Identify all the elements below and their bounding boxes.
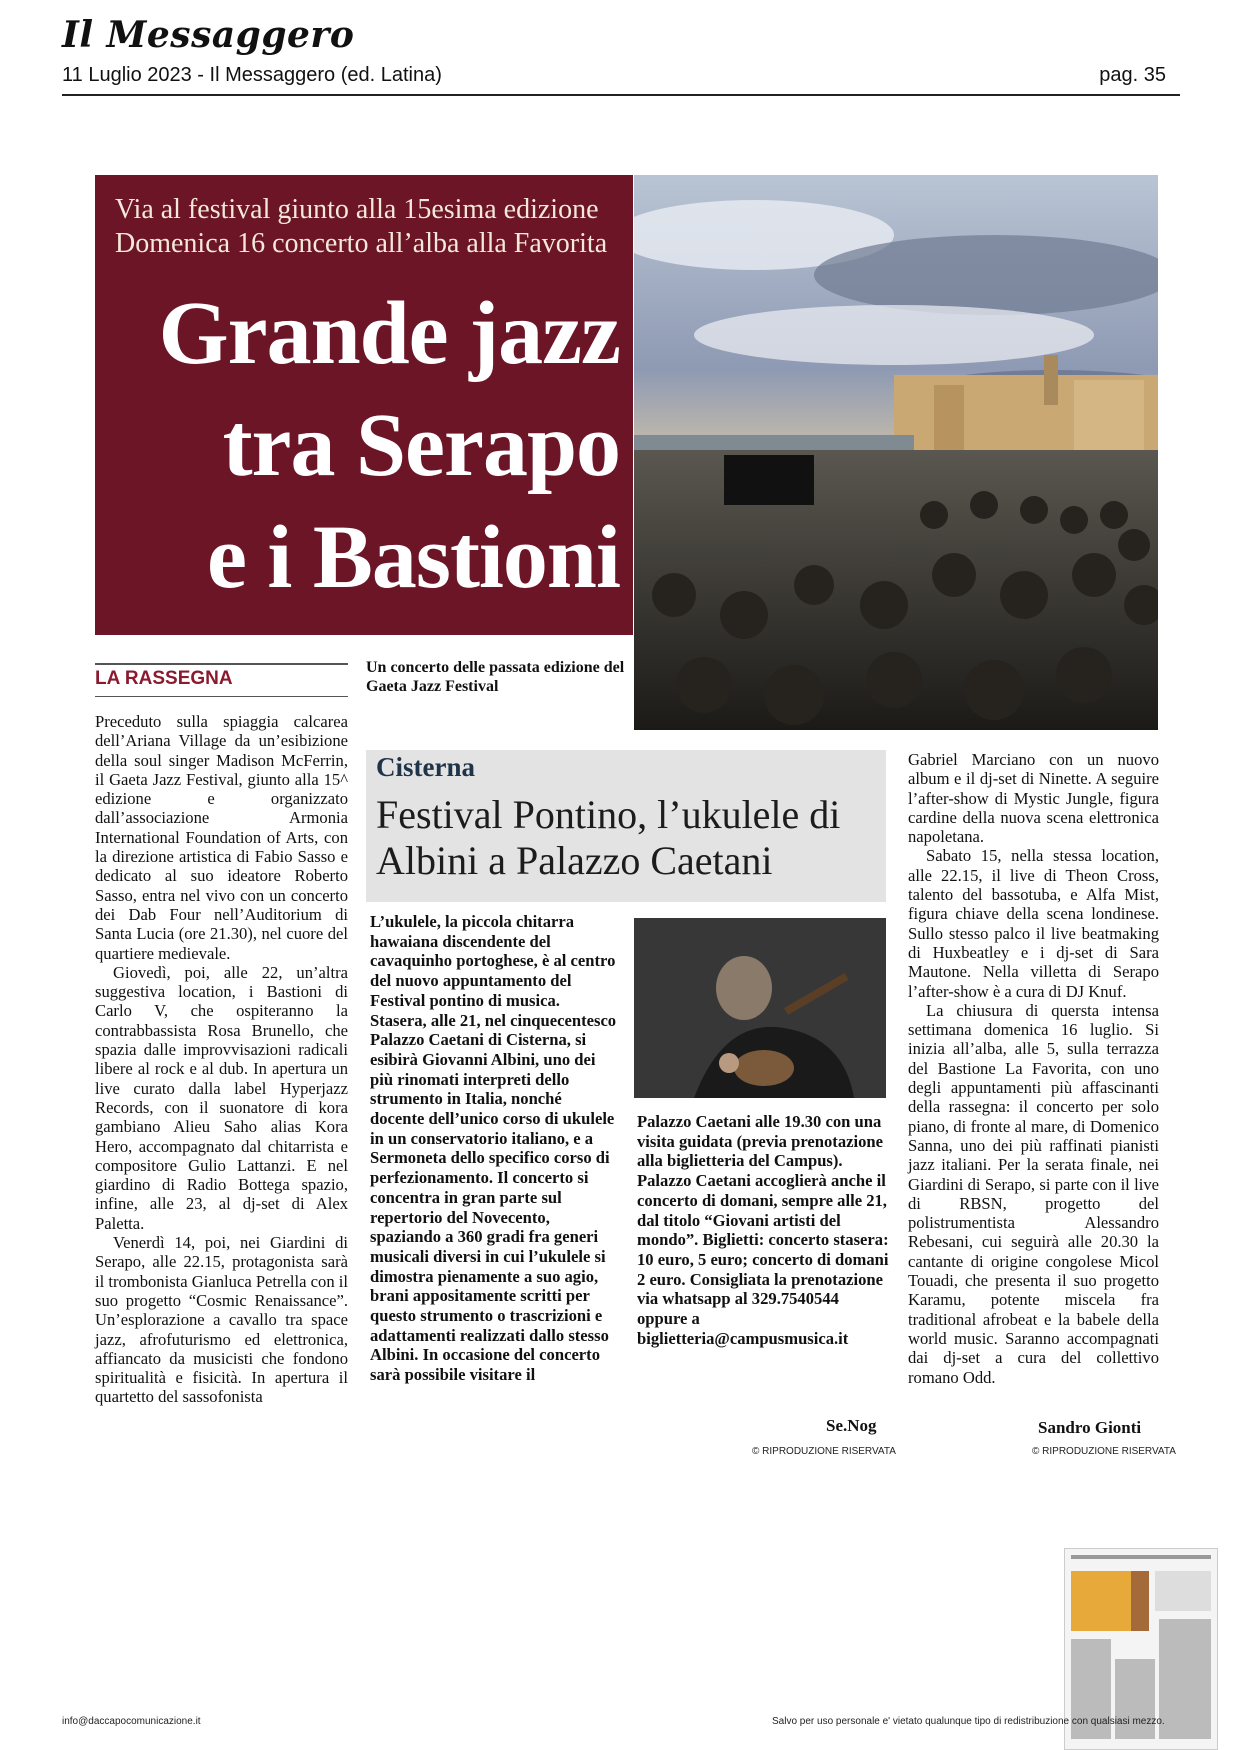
section-rule — [95, 696, 348, 697]
section-label: LA RASSEGNA — [95, 668, 233, 689]
article-author: Sandro Gionti — [1038, 1418, 1142, 1437]
sidebar-column-a: L’ukulele, la piccola chitarra hawaiana discendente del cavaquinho portoghese, è al centro del nuovo appuntamento del Festival pontino di musica. Stasera, alle 21, nel cinquecentesco Palazzo Caetani di Cisterna, si esibirà Giovanni Albini, uno dei più rinomati interpreti dello strumento in Italia, nonché docente dell’unico corso di ukulele in un conservatorio italiano, e a Sermoneta dello specifico corso di perfezionamento. Il concerto si concentra in gran parte sul repertorio del Novecento, spaziando a 360 gradi fra generi musicali diversi in cui l’ukulele si dimostra pienamente a suo agio, brani appositamente scritti per questo strumento o trascrizioni e adattamenti realizzati dallo stesso Albini. In occasione del concerto sarà possibile visitare il — [370, 912, 617, 1385]
ukulele-photo — [634, 918, 886, 1098]
paragraph: Giovedì, poi, alle 22, un’altra suggestiva location, i Bastioni di Carlo V, che ospiteranno la contrabbassista Rosa Brunello, che spazia dalle improvvisazioni radicali libere al rock e al dub. In apertura un live curato dalla label Hyperjazz Records, con il suonatore di kora gambiano Alieu Saho alias Kora Hero, accompagnato dal chitarrista e compositore Gulio Lattanzi. E nel giardino di Radio Bottega spazio, infine, alle 23, al dj-set di Alex Paletta. — [95, 962, 348, 1233]
photo-caption: Un concerto delle passata edizione del Gaeta Jazz Festival — [366, 659, 625, 695]
sidebar-kicker: Cisterna — [376, 752, 475, 782]
masthead-logo: Il Messaggero — [62, 14, 355, 56]
sidebar-column-b: Palazzo Caetani alle 19.30 con una visita guidata (previa prenotazione alla biglietteria del Campus). Palazzo Caetani accoglierà anche il concerto di domani, sempre alle 21, dal titolo “Giovani artisti del mondo”. Biglietti: concerto stasera: 10 euro, 5 euro; concerto di domani 2 euro. Consigliata la prenotazione via whatsapp al 329.7540544 oppure a biglietteria@campusmusica.it — [637, 1112, 889, 1348]
section-rule — [95, 663, 348, 665]
headline-kicker — [115, 193, 625, 261]
main-headline — [100, 278, 620, 614]
concert-photo — [634, 175, 1158, 730]
paragraph: Preceduto sulla spiaggia calcarea dell’Ariana Village da un’esibizione della soul singer Madison McFerrin, il Gaeta Jazz Festival, giunto alla 15^ edizione e organizzato dall’associazione Armonia International Foundation of Arts, con la direzione artistica di Fabio Sasso e dedicato al suo ideatore Roberto Sasso, entra nel vivo con un concerto dei Dab Four nell’Auditorium di Santa Lucia (ore 21.30), nel cuore del quartiere medievale. — [95, 712, 348, 963]
headline-line: e i Bastioni — [206, 508, 620, 607]
header-rule — [62, 94, 1180, 96]
sidebar-headline: Festival Pontino, l’ukulele di Albini a Palazzo Caetani — [376, 792, 841, 883]
kicker-line: Domenica 16 concerto all’alba alla Favorita — [115, 228, 608, 259]
headline-line: tra Serapo — [222, 396, 620, 495]
sidebar-author: Se.Nog — [826, 1416, 877, 1435]
sidebar-rights: © RIPRODUZIONE RISERVATA — [752, 1446, 896, 1457]
paragraph: Venerdì 14, poi, nei Giardini di Serapo, alle 22.15, protagonista sarà il trombonista Gianluca Petrella con il suo progetto “Cosmic Renaissance”. Un’esplorazione a cavallo tra space jazz, afrofuturismo ed elettronica, affiancato da musicisti che fondono spiritualità e fisicità. In apertura il quartetto del sassofonista — [95, 1233, 348, 1407]
article-column-4 — [908, 750, 1159, 1387]
page-number: pag. 35 — [1099, 64, 1166, 86]
headline-line: Grande jazz — [158, 284, 620, 383]
article-column-1 — [95, 712, 348, 1407]
dateline: 11 Luglio 2023 - Il Messaggero (ed. Latina) — [62, 64, 442, 86]
footer-email: info@daccapocomunicazione.it — [62, 1716, 201, 1727]
footer-disclaimer: Salvo per uso personale e' vietato qualunque tipo di redistribuzione con qualsiasi mezzo. — [772, 1716, 1165, 1727]
paragraph: La chiusura di quersta intensa settimana domenica 16 luglio. Si inizia all’alba, alle 5, sulla terrazza del Bastione La Favorita, con uno degli appuntamenti più affascinanti della rassegna: il concerto per solo piano, di fronte al mare, di Domenico Sanna, uno dei più raffinati pianisti jazz italiani. Per la serata finale, nei Giardini di Serapo, si parte con il live di RBSN, progetto del polistrumentista Alessandro Rebesani, cui seguirà alle 20.30 la cantante di origine congolese Micol Touadi, che presenta il suo progetto Karamu, potente miscela fra traditional afrobeat e la babele della world music. Saranno accompagnati dai dj-set a cura del collettivo romano Odd. — [908, 1000, 1159, 1387]
kicker-line: Via al festival giunto alla 15esima edizione — [115, 194, 599, 225]
article-rights: © RIPRODUZIONE RISERVATA — [1032, 1446, 1176, 1457]
paragraph: Gabriel Marciano con un nuovo album e il dj-set di Ninette. A seguire l’after-show di Mystic Jungle, figura cardine della nuova scena elettronica napoletana. — [908, 750, 1159, 847]
paragraph: Sabato 15, nella stessa location, alle 22.15, il live di Theon Cross, talento del bassotuba, e Alfa Mist, figura chiave della scena londinese. Sullo stesso palco il live beatmaking di Huxbeatley e i dj-set di Sara Mautone. Nella villetta di Serapo l’after-show è a cura di DJ Knuf. — [908, 846, 1159, 1001]
